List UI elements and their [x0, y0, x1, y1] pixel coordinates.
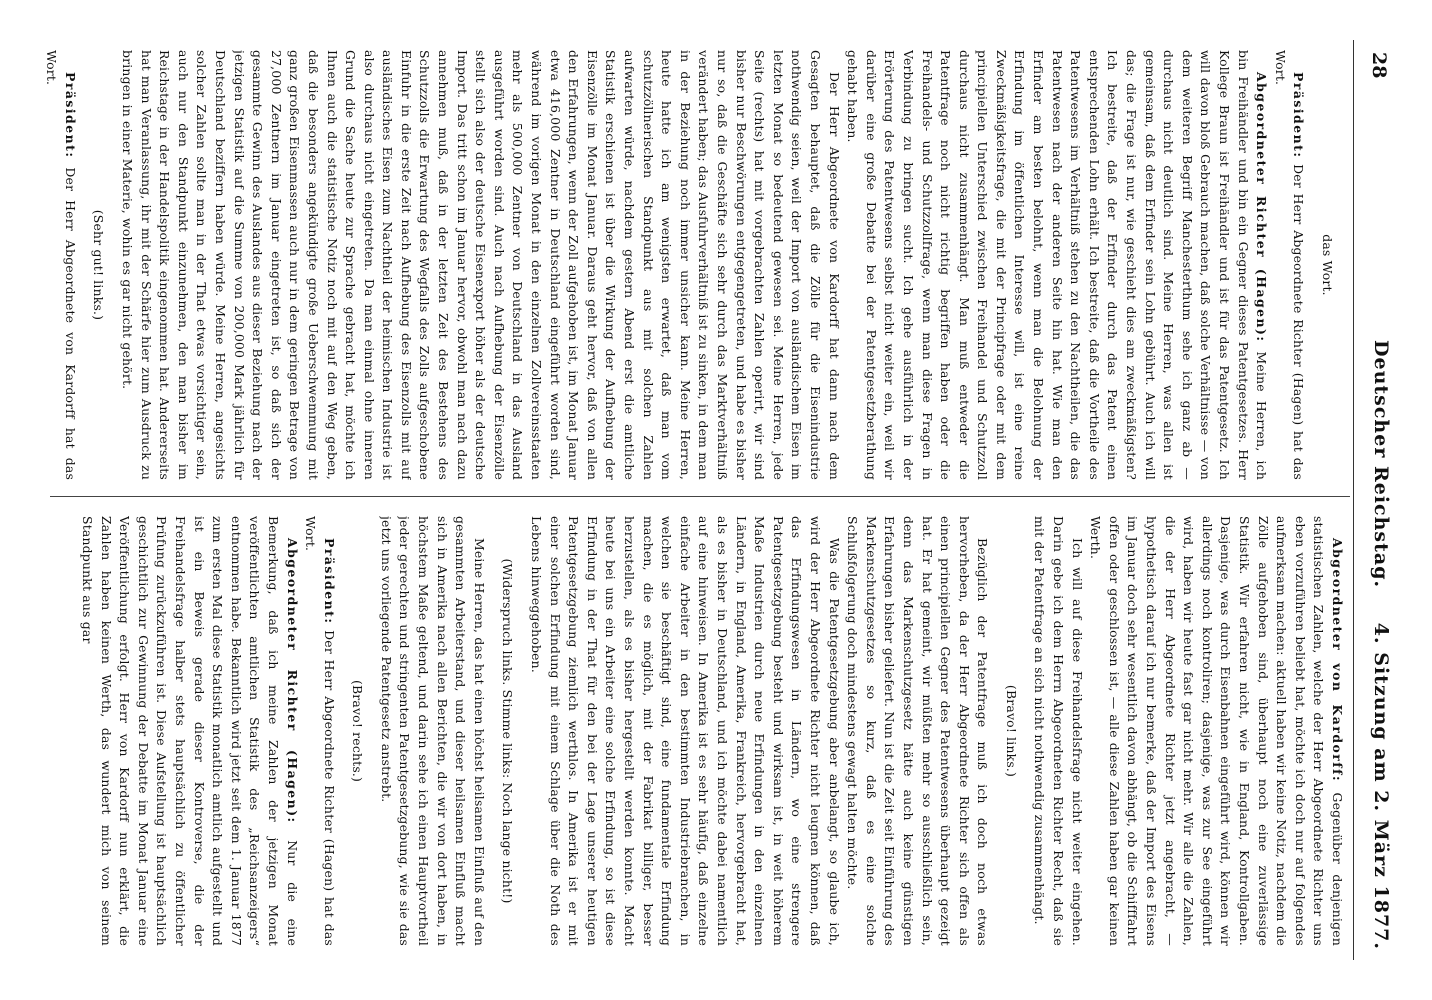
- page-header: [1356, 40, 1396, 960]
- paragraph-text: Bezüglich der Patentfrage muß ich doch noch etwas hervorheben, da der Herr Abgeordnete Richter sich offen als einen principiellen Gegner des Patentwesens überhaupt gezeigt hat. Er hat gemeint, wir müßten mehr so ausschließlich sein, denn das Markenschutzgesetz hätte auch keine günstigen Erfahrungen bisher geliefert. Nun ist die Zeit seit Einführung des Markenschutzgesetzes so kurz, daß es eine solche Schlußfolgerung doch mindestens gewagt halten möchte.: [845, 516, 991, 946]
- right-text-column: [36, 516, 1346, 946]
- column-divider: [50, 496, 1350, 497]
- paragraph-text: Der Herr Abgeordnete von Kardorff hat das Wort.: [44, 50, 78, 480]
- interjection-text: (Bravo! links.): [1003, 684, 1019, 778]
- interjection: [348, 516, 367, 946]
- text-paragraph: [843, 516, 992, 946]
- page-number: 28: [1368, 52, 1390, 79]
- speaker-name: Präsident:: [62, 72, 78, 159]
- speaker-name: Präsident:: [1291, 72, 1307, 159]
- paragraph-text: Gegenüber denjenigen statistischen Zahlen, welche der Herr Abgeordnete Richter uns eben vorzuführen beliebt hat, möchte ich doch nur auf folgendes aufmerksam machen: aktuell haben wir keine Notiz, nachdem die Zölle aufgehoben sind, überhaupt noch eine zuverlässige Statistik. Wir erfahren nicht, wie in England, Kontrollgaben. Dasjenige, was durch Eisenbahnen eingeführt wird, können wir allerdings noch kontroliren; dasjenige, was zur See eingeführt wird, haben wir heute fast gar nicht mehr. Wir alle die Zahlen, die der Herr Abgeordnete Richter jetzt angebracht, — hypothetisch darauf ich nur bemerke, daß der Import des Eisens im Januar doch sehr wesentlich davon abhängt, ob die Schifffahrt offen oder geschlossen ist, — alle diese Zahlen haben gar keinen Werth.: [1088, 516, 1345, 946]
- paragraph-text: Der Herr Abgeordnete Richter (Hagen) hat das Wort.: [1272, 50, 1307, 480]
- left-text-column: [36, 50, 1346, 480]
- interjection: [1001, 516, 1020, 946]
- header-title: Deutscher Reichstag.: [1370, 340, 1392, 589]
- text-paragraph: [117, 50, 842, 480]
- paragraph-text: Der Herr Abgeordnete von Kardorff hat dann nach dem Gesagten behauptet, daß die Zölle für die Eisenindustrie nothwendig seien, weil der Import von ausländischem Eisen im letzten Monat so bedeutend gewesen sei. Meine Herren, jede Seite (rechts) hat mit vorgebrachten Zahlen operirt, wir sind bisher nur Beschwörungen entgegengetreten, und habe es bisher nur so, daß die Geschäfte sich sehr durch das Marktverhältniß verändert haben; das Ausfuhrverhältniß ist zu sinken, in dem man in der Beziehung noch immer unsicher kann. Meine Herren, heute hatte ich am wenigsten erwartet, daß man vom schutzzöllnerischen Standpunkt aus mit solchen Zahlen aufwarten würde, nachdem gestern Abend erst die amtliche Statistik erschienen ist über die Wirkung der Aufhebung der Eisenzölle im Monat Januar. Daraus geht hervor, daß von allen den Erfahrungen, wenn der Zoll aufgehoben ist, im Monat Januar etwa 416,000 Zentner in Deutschland eingeführt worden sind, während im vorigen Monat in den einzelnen Zollvereinsstaaten mehr als 500,000 Zentner von Deutschland in das Ausland ausgeführt worden sind. Auch nach Aufhebung der Eisenzölle stellt sich also der deutsche Eisenexport höher als der deutsche Import. Das tritt schon im Januar hervor, obwohl man nach dazu annehmen muß, daß in der letzten Zeit des Bestehens des Schutzzolls die Erwartung des Wegfalls des Zolls aufgeschobene Einfuhr in die erste Zeit nach Aufhebung des Eisenzolls mit auf ausländisches Eisen zum Nachtheil der heimischen Industrie ist also durchaus nicht eingetreten. Da man einmal ohne inneren Grund die Sache heute zur Sprache gebracht hat, möchte ich Ihnen auch die statistische Notiz noch mit auf den Weg geben, daß die besonders angekündigte große Ueberschwemmung mit ganz großen Eisenmassen auch nur in dem geringen Betrage von 27,000 Zentnern im Januar eingetreten ist, so daß sich der gesammte Gewinn des Auslandes aus dieser Beziehung nach der jetzigen Statistik auf die Summe von 200,000 Mark jährlich für Deutschland beziffern haben würde. Meine Herren, angesichts solcher Zahlen sollte man in der That etwas vorsichtiger sein, auch nur den Standpunkt einzunehmen, den man bisher im Reichstage in der Handelspolitik eingenommen hat. Andererseits hat man Veranlassung, ihr mit der Schärfe hier zum Ausdruck zu bringen in einer Materie, wohin es gar nicht gehört.: [120, 50, 842, 480]
- header-session-date: 4. Sitzung am 2. März 1877.: [1370, 622, 1392, 950]
- interjection-text: (Widerspruch links. Stimme links: Noch lange nicht!): [500, 558, 516, 904]
- interjection: [1317, 50, 1336, 480]
- speaker-name: Abgeordneter Richter (Hagen):: [284, 538, 300, 824]
- paragraph-text: Was die Patentgesetzgebung aber anbelangt, so glaube ich, wird der Herr Abgeordnete Richter nicht leugnen können, daß das Erfindungswesen in Ländern, wo eine strengere Patentgesetzgebung besteht und wirksam ist, in weit höherem Maße Industrien durch neue Erfindungen in den einzelnen Ländern, in England, Amerika, Frankreich, hervorgebracht hat, als es bisher in Deutschland, und ich möchte dabei namentlich auf eine hinweisen. In Amerika ist es sehr häufig, daß einzelne einfache Arbeiter in den bestimmten Industriebranchen, in welchen sie beschäftigt sind, eine fundamentale Erfindung machen, die es möglich, mit der Fabrikat billiger, besser herzustellen, als es bisher hergestellt werden konnte. Macht heute bei uns ein Arbeiter eine solche Erfindung, so ist diese Erfindung in der That für den bei der Lage unserer heutigen Patentgesetzgebung ziemlich werthlos. In Amerika ist er mit einer solchen Erfindung mit einem Schlage über die Noth des Lebens hinweggehoben.: [529, 516, 842, 946]
- speaker-name: Abgeordneter von Kardorff:: [1330, 538, 1345, 783]
- interjection: [498, 516, 517, 946]
- interjection: [89, 50, 108, 480]
- paragraph-text: Meine Herren, ich bin Freihändler und bin ein Gegner dieses Patentgesetzes. Herr Kollege Braun ist Freihändler und ist für das Patentgesetz. Ich will davon bloß Gebrauch machen, daß solche Verhältnisse — von dem weiteren Begriff Manchesterthum sehe ich ganz ab — durchaus nicht deutlich sind. Meine Herren, was allen ist gemeinsam, daß dem Erfinder sein Lohn gebührt. Auch ich will das; die Frage ist nur, wie geschieht dies am zweckmäßigsten? Ich bestreite, daß der Erfinder durch das Patent einen entsprechenden Lohn erhält. Ich bestreite, daß die Vortheile des Patentwesens im Verhältniß stehen zu den Nachtheilen, die das Patentwesen nach der anderen Seite hin hat. Wie man den Erfinder am besten belohnt, wenn man die Belohnung der Erfindung im öffentlichen Interesse will, ist eine reine Zweckmäßigkeitsfrage, die mit der Principfrage oder mit dem principiellen Unterschied zwischen Freihandel und Schutzzoll durchaus nicht zusammenhängt. Man muß entweder die Patentfrage noch nicht richtig begriffen haben oder die Freihandels- und Schutzzollfrage, wenn man diese Fragen in Verbindung zu bringen sucht. Ich gehe ausführlich in der Erörterung des Patentwesens selbst nicht weiter ein, weil wir darüber eine große Debatte bei der Patentgesetzberathung gehabt haben.: [845, 50, 1270, 480]
- speech-paragraph: [843, 50, 1271, 480]
- speaker-name: Abgeordneter Richter (Hagen):: [1254, 72, 1270, 343]
- interjection-text: (Bravo! rechts.): [350, 679, 366, 783]
- speech-paragraph: [77, 516, 300, 946]
- speech-paragraph: [42, 50, 79, 480]
- paragraph-text: Der Herr Abgeordnete Richter (Hagen) hat das Wort.: [303, 516, 337, 946]
- speaker-name: Präsident:: [321, 538, 337, 625]
- text-paragraph: [376, 516, 488, 946]
- speech-paragraph: [1086, 516, 1346, 946]
- paragraph-text: Meine Herren, das hat einen höchst heilsamen Einfluß auf den gesammten Arbeiterstand, und dieser heilsamen Einfluß macht sich in Amerika nach allen Berichten, die wir von dort haben, in höchstem Maße geltend, und darin sehe ich einen Hauptvortheil jeder gerechten und stringenten Patentgesetzgebung, wie sie das jetzt uns vorliegende Patentgesetz anstrebt.: [378, 516, 487, 946]
- interjection-text: (Sehr gut! links.): [91, 209, 107, 321]
- speech-paragraph: [1270, 50, 1307, 480]
- text-paragraph: [1030, 516, 1086, 946]
- interjection-text: das Wort.: [1320, 234, 1335, 296]
- paragraph-text: Nur die eine Bemerkung, daß ich meine Zahlen der jetzigen Monat veröffentlichten amtlichen Statistik des „Reichsanzeigers“ entnommen habe. Bekanntlich wird jetzt seit dem 1. Januar 1877 zum ersten Mal diese Statistik monatlich amtlich aufgestellt und ist ein Beweis gerade dieser Kontroverse, die der Freihandelsfrage halber stets hauptsächlich zu öffentlicher Prüfung zurückzuführen ist. Diese Aufstellung ist hauptsächlich geschichtlich zur Gewinnung der Debatte im Monat Januar eine Veröffentlichung erfolgt. Herr von Kardorff nun erklärt, die Zahlen haben keinen Werth, das wundert mich von seinem Standpunkt aus gar: [80, 516, 300, 946]
- text-paragraph: [526, 516, 842, 946]
- speech-paragraph: [301, 516, 338, 946]
- header-rule: [1353, 40, 1354, 960]
- paragraph-text: Ich will auf diese Freihandelsfrage nicht weiter eingehen. Darin gebe ich dem Herrn Abgeordneten Richter Recht, daß sie mit der Patentfrage an sich nicht nothwendig zusammenhängt.: [1032, 516, 1085, 946]
